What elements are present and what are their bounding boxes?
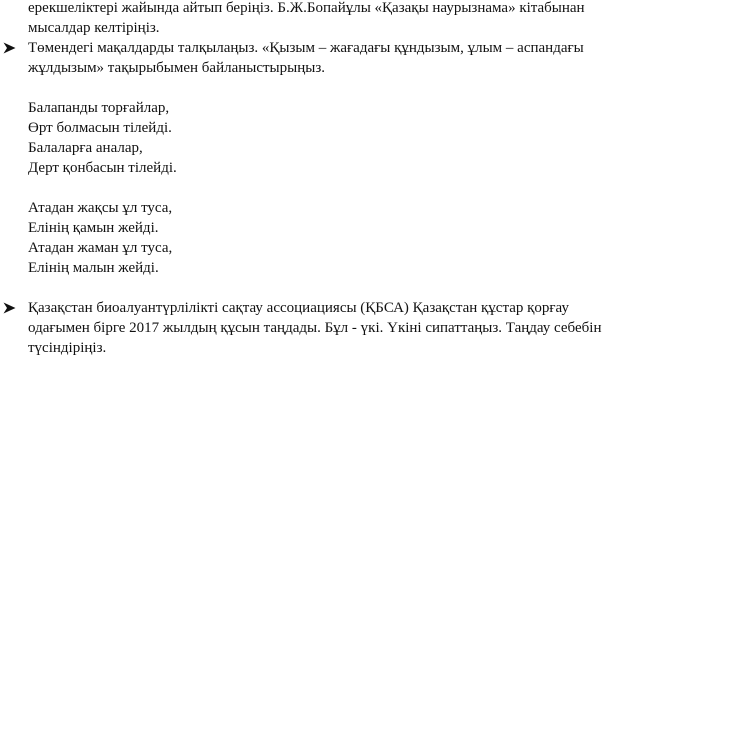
item3-line-1: Қазақстан биоалуантүрлілікті сақтау ассоциациясы (ҚБСА) Қазақстан құстар қорғау (28, 300, 569, 316)
poem2-line-1: Атадан жақсы ұл туса, (28, 200, 173, 216)
item3-line-3: түсіндіріңіз. (28, 340, 107, 356)
item3-line-2: одағымен бірге 2017 жылдың құсын таңдады. Бұл - үкі. Үкіні сипаттаңыз. Таңдау себебін (28, 320, 602, 336)
poem2-line-2: Елінің қамын жейді. (28, 220, 159, 236)
poem1-line-3: Балаларға аналар, (28, 140, 143, 156)
poem1-line-2: Өрт болмасын тілейді. (28, 120, 172, 136)
item2-line-1: Төмендегі мақалдарды талқылаңыз. «Қызым – жағадағы құндызым, ұлым – аспандағы (28, 40, 584, 56)
poem1-line-1: Балапанды торғайлар, (28, 100, 170, 116)
arrowhead-bullet-icon (3, 38, 17, 58)
poem2-line-4: Елінің малын жейді. (28, 260, 159, 276)
item2-line-2: жұлдызым» тақырыбымен байланыстырыңыз. (28, 60, 325, 76)
intro-line-2: мысалдар келтіріңіз. (28, 20, 160, 36)
intro-line-1: ерекшеліктері жайында айтып беріңіз. Б.Ж.Бопайұлы «Қазақы наурызнама» кітабынан (28, 0, 585, 16)
arrowhead-bullet-icon (3, 298, 17, 318)
poem2-line-3: Атадан жаман ұл туса, (28, 240, 173, 256)
poem1-line-4: Дерт қонбасын тілейді. (28, 160, 177, 176)
